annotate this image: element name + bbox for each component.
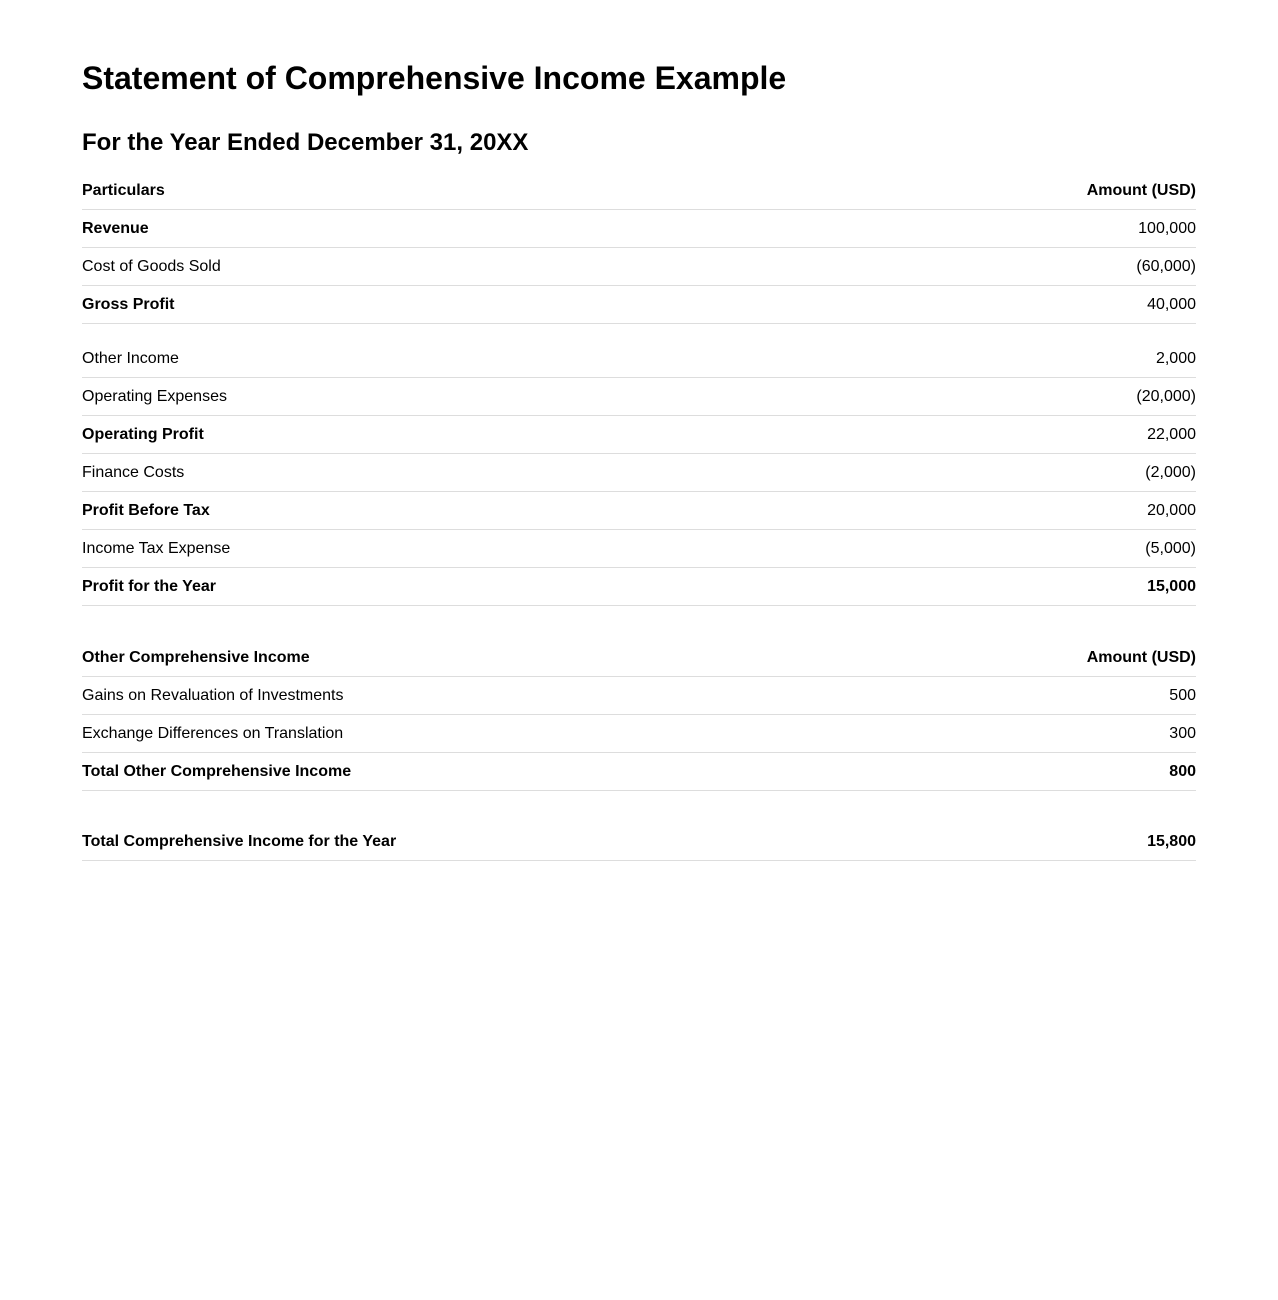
row-label: Other Income — [82, 340, 723, 378]
row-amount: 500 — [874, 677, 1196, 715]
row-label: Operating Profit — [82, 416, 723, 454]
row-amount: (2,000) — [723, 454, 1196, 492]
spacer-row — [82, 324, 1196, 341]
total-table — [82, 823, 1196, 861]
row-label: Profit for the Year — [82, 568, 723, 606]
table-row-operating-expenses — [82, 378, 1196, 416]
row-label: Finance Costs — [82, 454, 723, 492]
row-label: Gains on Revaluation of Investments — [82, 677, 874, 715]
header-oci: Other Comprehensive Income — [82, 639, 874, 677]
table-row-total-oci — [82, 753, 1196, 791]
table-row-other-income — [82, 340, 1196, 378]
table-row-income-tax — [82, 530, 1196, 568]
row-label: Cost of Goods Sold — [82, 248, 723, 286]
header-amount: Amount (USD) — [723, 172, 1196, 210]
table-row-revaluation-gains — [82, 677, 1196, 715]
header-amount: Amount (USD) — [874, 639, 1196, 677]
row-amount: 20,000 — [723, 492, 1196, 530]
row-label: Profit Before Tax — [82, 492, 723, 530]
table-row-exchange-differences — [82, 715, 1196, 753]
table-row-operating-profit — [82, 416, 1196, 454]
table-row-total-comprehensive-income — [82, 823, 1196, 861]
table-header-row — [82, 172, 1196, 210]
table-row-cogs — [82, 248, 1196, 286]
table-row-profit-before-tax — [82, 492, 1196, 530]
income-table — [82, 172, 1196, 606]
row-label: Revenue — [82, 210, 723, 248]
row-amount: (60,000) — [723, 248, 1196, 286]
table-row-gross-profit — [82, 286, 1196, 324]
row-amount: (5,000) — [723, 530, 1196, 568]
row-label: Exchange Differences on Translation — [82, 715, 874, 753]
row-amount: 22,000 — [723, 416, 1196, 454]
table-row-finance-costs — [82, 454, 1196, 492]
row-amount: 300 — [874, 715, 1196, 753]
row-label: Gross Profit — [82, 286, 723, 324]
row-amount: 15,800 — [1046, 823, 1196, 861]
row-amount: 2,000 — [723, 340, 1196, 378]
header-particulars: Particulars — [82, 172, 723, 210]
table-row-revenue — [82, 210, 1196, 248]
row-amount: 40,000 — [723, 286, 1196, 324]
row-label: Income Tax Expense — [82, 530, 723, 568]
table-row-profit-for-year — [82, 568, 1196, 606]
table-header-row — [82, 639, 1196, 677]
row-amount: 100,000 — [723, 210, 1196, 248]
period-subtitle: For the Year Ended December 31, 20XX — [82, 129, 529, 156]
row-label: Total Comprehensive Income for the Year — [82, 823, 1046, 861]
row-amount: 15,000 — [723, 568, 1196, 606]
row-amount: (20,000) — [723, 378, 1196, 416]
row-amount: 800 — [874, 753, 1196, 791]
page-title: Statement of Comprehensive Income Example — [82, 60, 787, 96]
row-label: Operating Expenses — [82, 378, 723, 416]
oci-table — [82, 639, 1196, 791]
row-label: Total Other Comprehensive Income — [82, 753, 874, 791]
